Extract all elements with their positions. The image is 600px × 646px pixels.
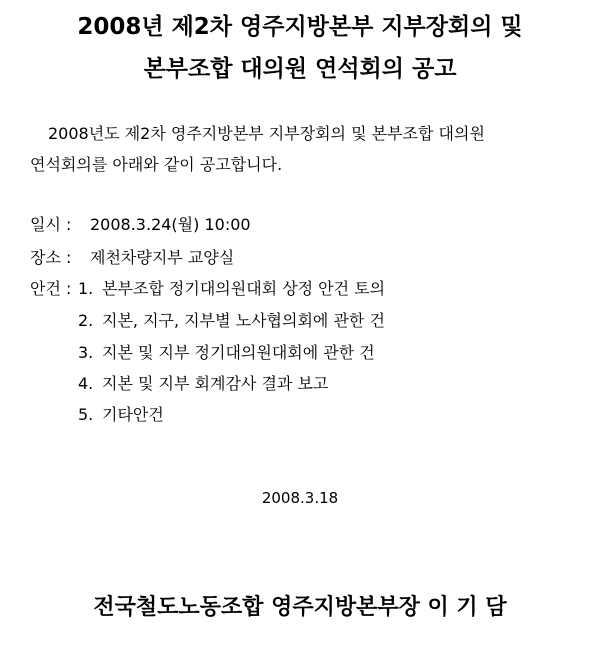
issue-date: 2008.3.18 [261, 489, 339, 507]
agenda-item-number: 2. [78, 311, 94, 330]
intro-line-2: 연석회의를 아래와 같이 공고합니다. [30, 155, 283, 174]
agenda-item-number: 1. [78, 279, 94, 298]
agenda-item [78, 340, 375, 363]
agenda-item-text: 기타안건 [102, 405, 164, 424]
place-value: 제천차량지부 교양실 [90, 248, 235, 267]
agenda-label: 안건 [30, 279, 61, 298]
document-title-line-2: 본부조합 대의원 연석회의 공고 [143, 56, 457, 82]
agenda-item [78, 276, 385, 299]
agenda-item-text: 본부조합 정기대의원대회 상정 안건 토의 [102, 279, 386, 298]
agenda-item-number: 5. [78, 405, 94, 424]
agenda-separator: : [66, 279, 72, 298]
signature-line: 전국철도노동조합 영주지방본부장 이 기 담 [93, 595, 507, 620]
intro-line-1: 2008년도 제2차 영주지방본부 지부장회의 및 본부조합 대의원 [48, 124, 485, 143]
date-value: 2008.3.24(월) 10:00 [90, 215, 251, 234]
agenda-item-number: 3. [78, 343, 94, 362]
agenda-item [78, 402, 164, 425]
date-separator: : [66, 215, 72, 234]
agenda-item-number: 4. [78, 374, 94, 393]
date-label: 일시 [30, 215, 61, 234]
agenda-item-text: 지본, 지구, 지부별 노사협의회에 관한 건 [102, 311, 385, 330]
agenda-item [78, 371, 328, 394]
place-row [30, 245, 234, 268]
date-row [30, 212, 251, 235]
agenda-item-text: 지본 및 지부 정기대의원대회에 관한 건 [102, 343, 375, 362]
agenda-item-text: 지본 및 지부 회계감사 결과 보고 [102, 374, 329, 393]
place-separator: : [66, 248, 72, 267]
place-label: 장소 [30, 248, 61, 267]
document-title-line-1: 2008년 제2차 영주지방본부 지부장회의 및 [77, 14, 523, 40]
agenda-item [78, 308, 385, 331]
